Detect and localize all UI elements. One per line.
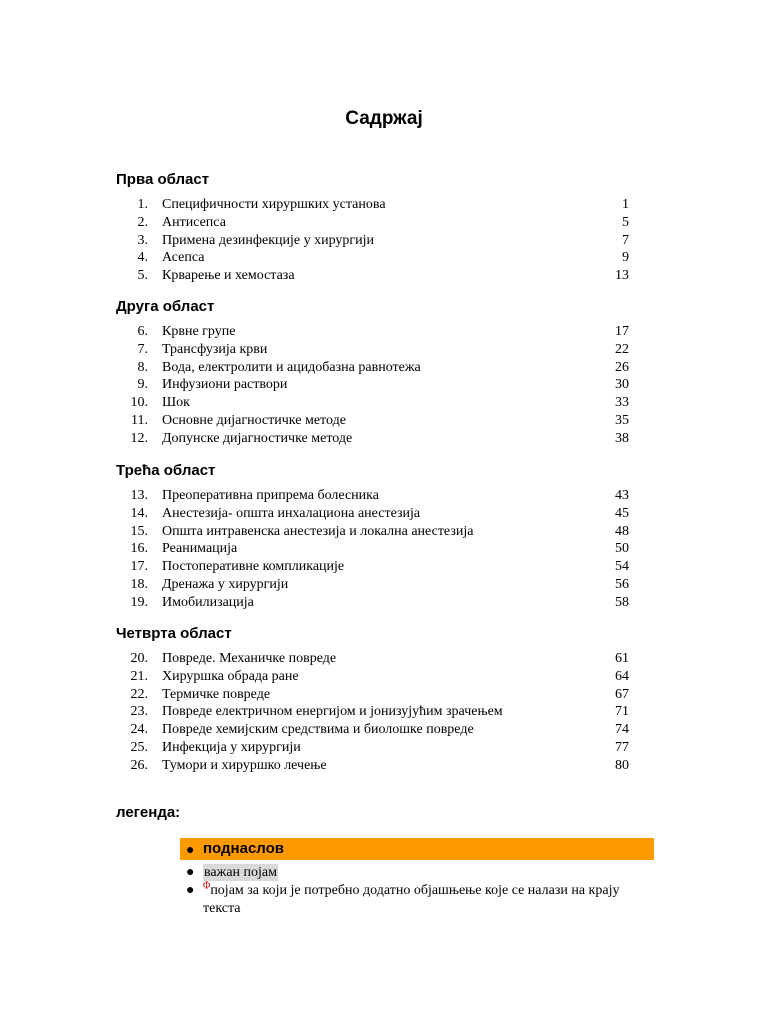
toc-entry-title: Примена дезинфекције у хирургији [162, 232, 375, 248]
toc-entry [116, 703, 636, 721]
toc-entry [116, 430, 636, 448]
toc-entry-title: Постоперативне компликације [162, 559, 345, 575]
toc-entry-number: 24. [130, 722, 148, 738]
legend-footnote-item [180, 882, 650, 922]
legend-subtitle-label: поднаслов [203, 840, 285, 857]
toc-entry-number: 26. [130, 757, 148, 773]
toc-entry [116, 376, 636, 394]
bullet-icon: ● [186, 883, 195, 898]
toc-entry [116, 505, 636, 523]
toc-entry-title: Термичке повреде [162, 686, 271, 702]
legend-important-label: важан појам [204, 865, 277, 880]
toc-entry-number: 16. [130, 541, 148, 557]
toc-entry-title: Преоперативна припрема болесника [162, 488, 379, 503]
toc-entry-page: 67 [615, 686, 629, 702]
toc-entry [116, 359, 636, 377]
toc-entry-number: 14. [130, 505, 148, 521]
toc-entry-title: Антисепса [162, 214, 226, 230]
toc-entry-number: 20. [130, 651, 148, 666]
toc-section [116, 170, 636, 285]
toc-entry-page: 61 [615, 651, 629, 666]
toc-entry-page: 43 [615, 488, 629, 503]
toc-entry-number: 21. [130, 668, 148, 684]
toc-section [116, 624, 636, 775]
toc-entry [116, 757, 636, 775]
toc-entry-page: 74 [615, 722, 629, 738]
toc-entry-title: Инфекција у хирургији [162, 739, 301, 755]
toc-entry [116, 249, 636, 267]
toc-section [116, 297, 636, 448]
toc-entry-number: 6. [137, 324, 148, 339]
toc-entry-page: 58 [615, 594, 629, 610]
toc-entry [116, 196, 636, 214]
toc-entry-number: 5. [137, 268, 148, 284]
section-title: Четврта област [116, 625, 232, 642]
toc-entry-title: Допунске дијагностичке методе [162, 430, 353, 446]
toc-entry-title: Хируршка обрада ране [162, 668, 299, 684]
toc-entry-page: 56 [615, 576, 629, 592]
toc-entry [116, 576, 636, 594]
toc-entry-title: Трансфузија крви [162, 341, 268, 357]
toc-entry [116, 523, 636, 541]
toc-list [116, 196, 636, 285]
toc-entry [116, 540, 636, 558]
toc-entry-page: 48 [615, 523, 629, 539]
toc-entry-number: 15. [130, 523, 148, 539]
toc-entry [116, 594, 636, 612]
section-title: Друга област [116, 298, 215, 315]
bullet-icon: ● [186, 841, 195, 857]
toc-entry-title: Крвне групе [162, 324, 236, 339]
toc-entry [116, 487, 636, 505]
toc-entry-page: 50 [615, 541, 629, 557]
toc-entry-number: 18. [130, 576, 148, 592]
toc-list [116, 323, 636, 448]
toc-entry-number: 9. [137, 377, 148, 393]
toc-entry-number: 7. [137, 341, 148, 357]
toc-entry [116, 650, 636, 668]
toc-entry-number: 10. [130, 395, 148, 411]
toc-entry [116, 267, 636, 285]
toc-entry [116, 412, 636, 430]
toc-entry-title: Повреде електричном енергијом и јонизујућим зрачењем [162, 704, 503, 720]
toc-entry [116, 686, 636, 704]
toc-entry-title: Основне дијагностичке методе [162, 412, 346, 428]
toc-entry-title: Дренажа у хирургији [162, 576, 289, 592]
toc-entry-title: Повреде. Механичке повреде [162, 651, 337, 666]
toc-entry [116, 668, 636, 686]
toc-entry-number: 4. [137, 250, 148, 266]
toc-entry [116, 721, 636, 739]
toc-entry-page: 77 [615, 739, 629, 755]
toc-entry-number: 17. [130, 559, 148, 575]
toc-entry-page: 80 [615, 757, 629, 773]
legend-title: легенда: [116, 804, 181, 821]
toc-entry [116, 232, 636, 250]
toc-entry-number: 13. [130, 488, 148, 503]
toc-entry-number: 22. [130, 686, 148, 702]
toc-entry-title: Имобилизација [162, 594, 254, 610]
toc-entry-number: 12. [130, 430, 148, 446]
toc-entry-title: Повреде хемијским средствима и биолошке повреде [162, 722, 474, 738]
toc-entry-number: 1. [137, 197, 148, 212]
toc-entry-page: 71 [615, 704, 629, 720]
footnote-marker-icon: Φ [203, 880, 211, 892]
toc-entry-title: Асепса [162, 250, 205, 266]
section-title: Трећа област [116, 462, 216, 479]
toc-entry-page: 9 [622, 250, 629, 266]
toc-entry-page: 35 [615, 412, 629, 428]
toc-entry-title: Инфузиони раствори [162, 377, 288, 393]
toc-entry-title: Општа интравенска анестезија и локална анестезија [162, 523, 474, 539]
toc-entry-page: 13 [615, 268, 629, 284]
toc-entry-page: 64 [615, 668, 629, 684]
toc-entry [116, 739, 636, 757]
toc-entry [116, 394, 636, 412]
toc-entry-page: 30 [615, 377, 629, 393]
toc-entry-page: 1 [622, 197, 629, 212]
toc-list [116, 487, 636, 612]
toc-entry [116, 558, 636, 576]
toc-section [116, 461, 636, 612]
toc-entry [116, 323, 636, 341]
toc-entry-page: 45 [615, 505, 629, 521]
toc-entry-page: 54 [615, 559, 629, 575]
toc-entry-page: 26 [615, 359, 629, 375]
section-title: Прва област [116, 171, 210, 188]
toc-entry-number: 2. [137, 214, 148, 230]
toc-entry-title: Крварење и хемостаза [162, 268, 295, 284]
toc-entry-number: 25. [130, 739, 148, 755]
toc-entry-title: Специфичности хируршких установа [162, 197, 386, 212]
toc-entry-title: Реанимација [162, 541, 238, 557]
toc-entry [116, 214, 636, 232]
toc-list [116, 650, 636, 775]
toc-entry-page: 38 [615, 430, 629, 446]
toc-entry-title: Шок [162, 395, 190, 411]
toc-entry-title: Тумори и хируршко лечење [162, 757, 327, 773]
page-title: Садржај [345, 108, 423, 129]
toc-entry-title: Анестезија- општа инхалациона анестезија [162, 505, 421, 521]
toc-entry-page: 7 [622, 232, 629, 248]
toc-entry-number: 3. [137, 232, 148, 248]
toc-entry-page: 5 [622, 214, 629, 230]
legend-subtitle-item [180, 838, 654, 860]
legend-footnote-label: појам за који је потребно додатно објашњење које се налази на крају текста [203, 883, 620, 916]
toc-entry-page: 17 [615, 324, 629, 339]
toc-entry-page: 33 [615, 395, 629, 411]
toc-entry [116, 341, 636, 359]
toc-entry-title: Вода, електролити и ацидобазна равнотежа [162, 359, 421, 375]
toc-entry-number: 11. [131, 412, 148, 428]
toc-entry-page: 22 [615, 341, 629, 357]
toc-entry-number: 23. [130, 704, 148, 720]
toc-entry-number: 19. [130, 594, 148, 610]
toc-entry-number: 8. [137, 359, 148, 375]
bullet-icon: ● [186, 865, 195, 880]
